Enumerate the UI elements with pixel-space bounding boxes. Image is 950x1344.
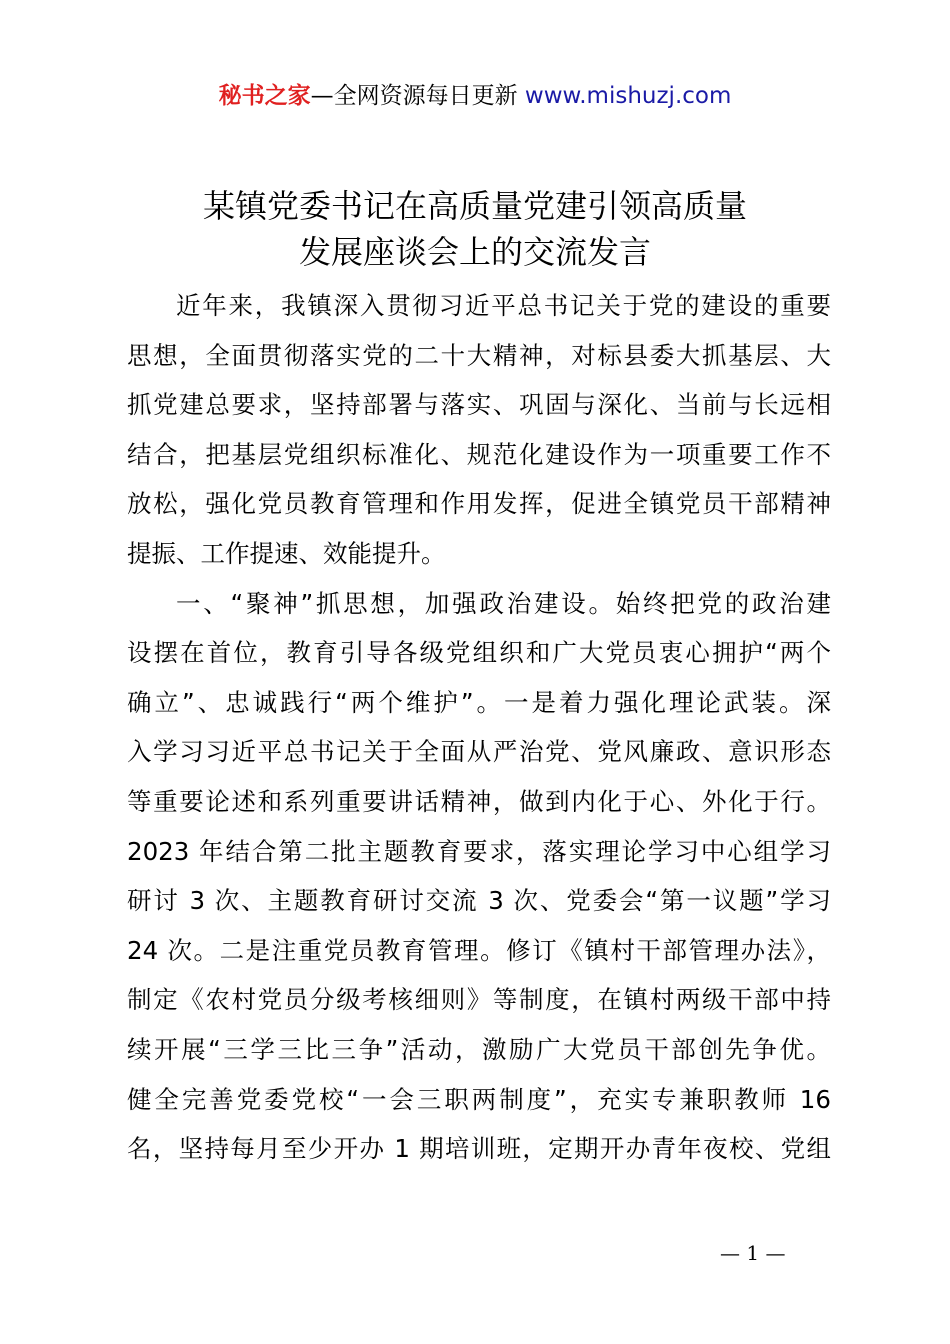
site-brand: 秘书之家 [218,83,311,109]
site-url[interactable]: www.mishuzj.com [524,83,732,109]
text-line: 思想，全面贯彻落实党的二十大精神，对标县委大抓基层、大 [127,340,831,370]
paragraph [127,281,831,579]
text-line: 提振、工作提速、效能提升。 [127,538,446,568]
title-line: 某镇党委书记在高质量党建引领高质量 [202,187,747,225]
text-line: 制定《农村党员分级考核细则》等制度，在镇村两级干部中持 [127,985,831,1015]
text-line: 等重要论述和系列重要讲话精神，做到内化于心、外化于行。 [127,786,831,816]
text-line: 24 次。二是注重党员教育管理。修订《镇村干部管理办法》， [127,935,831,965]
text-line: 确立”、忠诚践行“两个维护”。一是着力强化理论武装。深 [127,687,831,717]
title-line: 发展座谈会上的交流发言 [298,233,651,271]
text-line: 研讨 3 次、主题教育研讨交流 3 次、党委会“第一议题”学习 [127,886,831,916]
text-line: 入学习习近平总书记关于全面从严治党、党风廉政、意识形态 [127,737,831,767]
text-line: 抓党建总要求，坚持部署与落实、巩固与深化、当前与长远相 [127,390,831,420]
page-number: — 1 — [720,1241,786,1265]
document-body [127,281,831,1174]
text-line: 健全完善党委党校“一会三职两制度”，充实专兼职教师 16 [127,1084,831,1114]
text-line: 2023 年结合第二批主题教育要求，落实理论学习中心组学习 [127,836,831,866]
paragraph [127,579,831,1174]
site-tagline: —全网资源每日更新 [310,83,525,109]
text-line: 名，坚持每月至少开办 1 期培训班，定期开办青年夜校、党组 [127,1134,831,1164]
text-line: 近年来，我镇深入贯彻习近平总书记关于党的建设的重要 [176,291,831,320]
text-line: 放松，强化党员教育管理和作用发挥，促进全镇党员干部精神 [127,489,831,519]
text-line: 一、“聚神”抓思想，加强政治建设。始终把党的政治建 [176,588,831,618]
text-line: 结合，把基层党组织标准化、规范化建设作为一项重要工作不 [127,439,831,469]
text-line: 设摆在首位，教育引导各级党组织和广大党员衷心拥护“两个 [127,638,831,668]
document-title [0,183,950,275]
text-line: 续开展“三学三比三争”活动，激励广大党员干部创先争优。 [127,1034,831,1064]
site-header [0,80,950,112]
